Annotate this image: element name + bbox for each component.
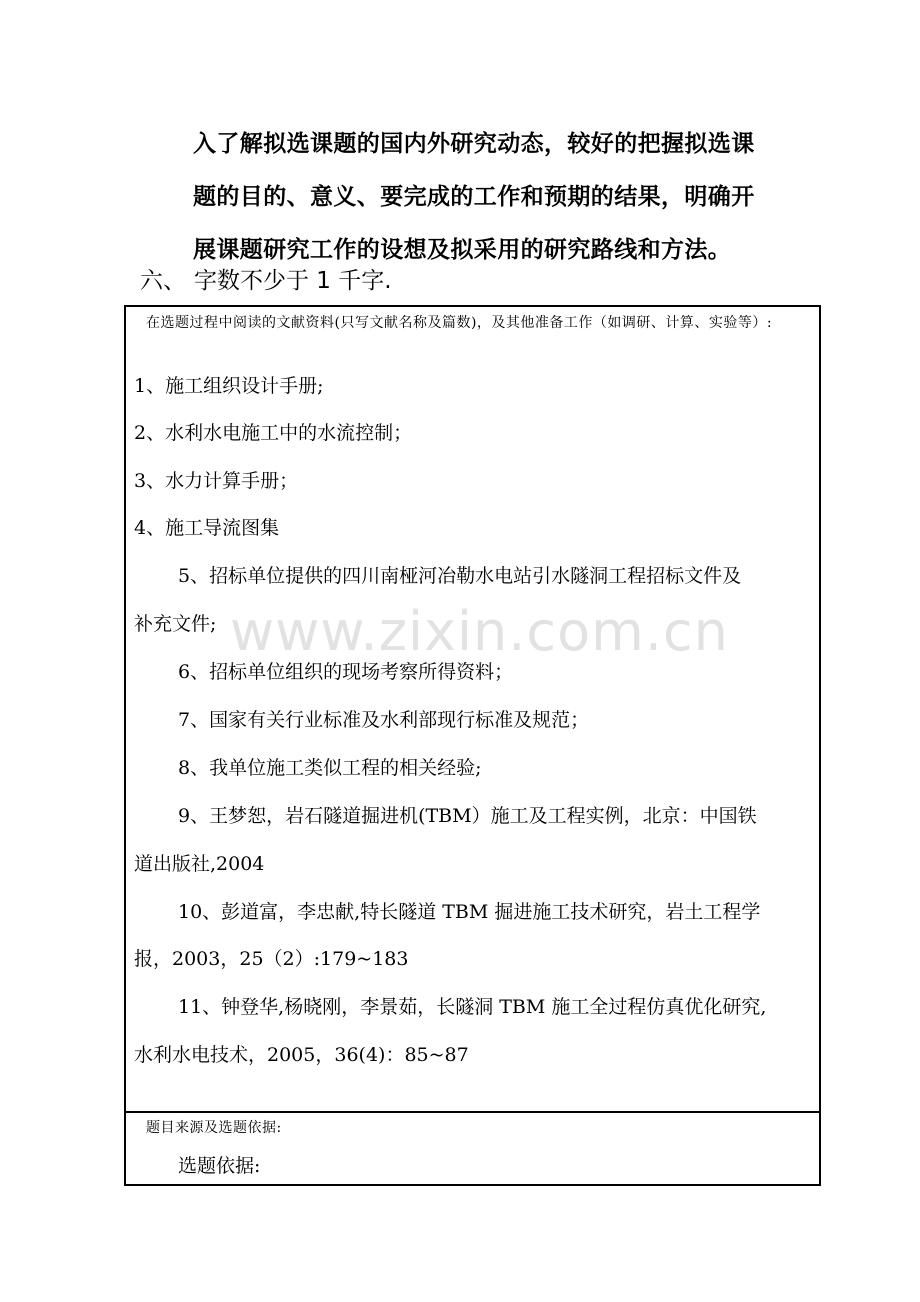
reference-item: 4、施工导流图集 xyxy=(134,517,280,539)
requirement-item xyxy=(140,262,392,295)
intro-line: 展课题研究工作的设想及拟采用的研究路线和方法。 xyxy=(193,237,732,263)
reference-item: 3、水力计算手册； xyxy=(134,470,299,492)
requirement-number: 六、 xyxy=(140,268,186,294)
reference-item: 2、水利水电施工中的水流控制； xyxy=(134,422,413,444)
reference-table xyxy=(124,305,821,1186)
selection-basis-label: 选题依据: xyxy=(178,1155,261,1177)
intro-line: 入了解拟选课题的国内外研究动态，较好的把握拟选课 xyxy=(193,131,755,157)
reference-item: 5、招标单位提供的四川南桠河冶勒水电站引水隧洞工程招标文件及 xyxy=(178,565,742,587)
reference-item: 1、施工组织设计手册; xyxy=(134,375,324,397)
requirement-text: 字数不少于 1 千字. xyxy=(194,268,392,294)
reference-item: 6、招标单位组织的现场考察所得资料； xyxy=(178,661,514,683)
reference-item-continued: 水利水电技术，2005，36(4)：85~87 xyxy=(134,1044,469,1066)
topic-source-label: 题目来源及选题依据: xyxy=(146,1120,282,1136)
intro-paragraph xyxy=(193,118,803,277)
watermark: www.zixin.com.cn xyxy=(230,600,729,663)
reference-item: 8、我单位施工类似工程的相关经验; xyxy=(178,757,482,779)
reference-item: 9、王梦恕，岩石隧道掘进机(TBM）施工及工程实例，北京：中国铁 xyxy=(178,805,757,827)
table-divider xyxy=(126,1111,819,1113)
reference-item-continued: 道出版社,2004 xyxy=(134,853,265,875)
reference-item: 11、钟登华,杨晓刚，李景茹，长隧洞 TBM 施工全过程仿真优化研究, xyxy=(178,996,767,1018)
reference-item: 7、国家有关行业标准及水利部现行标准及规范； xyxy=(178,709,590,731)
reference-item-continued: 补充文件; xyxy=(134,613,217,635)
intro-line: 题的目的、意义、要完成的工作和预期的结果，明确开 xyxy=(193,184,755,210)
reference-item: 10、彭道富，李忠献,特长隧道 TBM 掘进施工技术研究，岩土工程学 xyxy=(178,901,761,923)
reference-item-continued: 报，2003，25（2）:179~183 xyxy=(134,948,409,970)
references-header: 在选题过程中阅读的文献资料(只写文献名称及篇数)，及其他准备工作（如调研、计算、实验等）: xyxy=(146,315,773,331)
